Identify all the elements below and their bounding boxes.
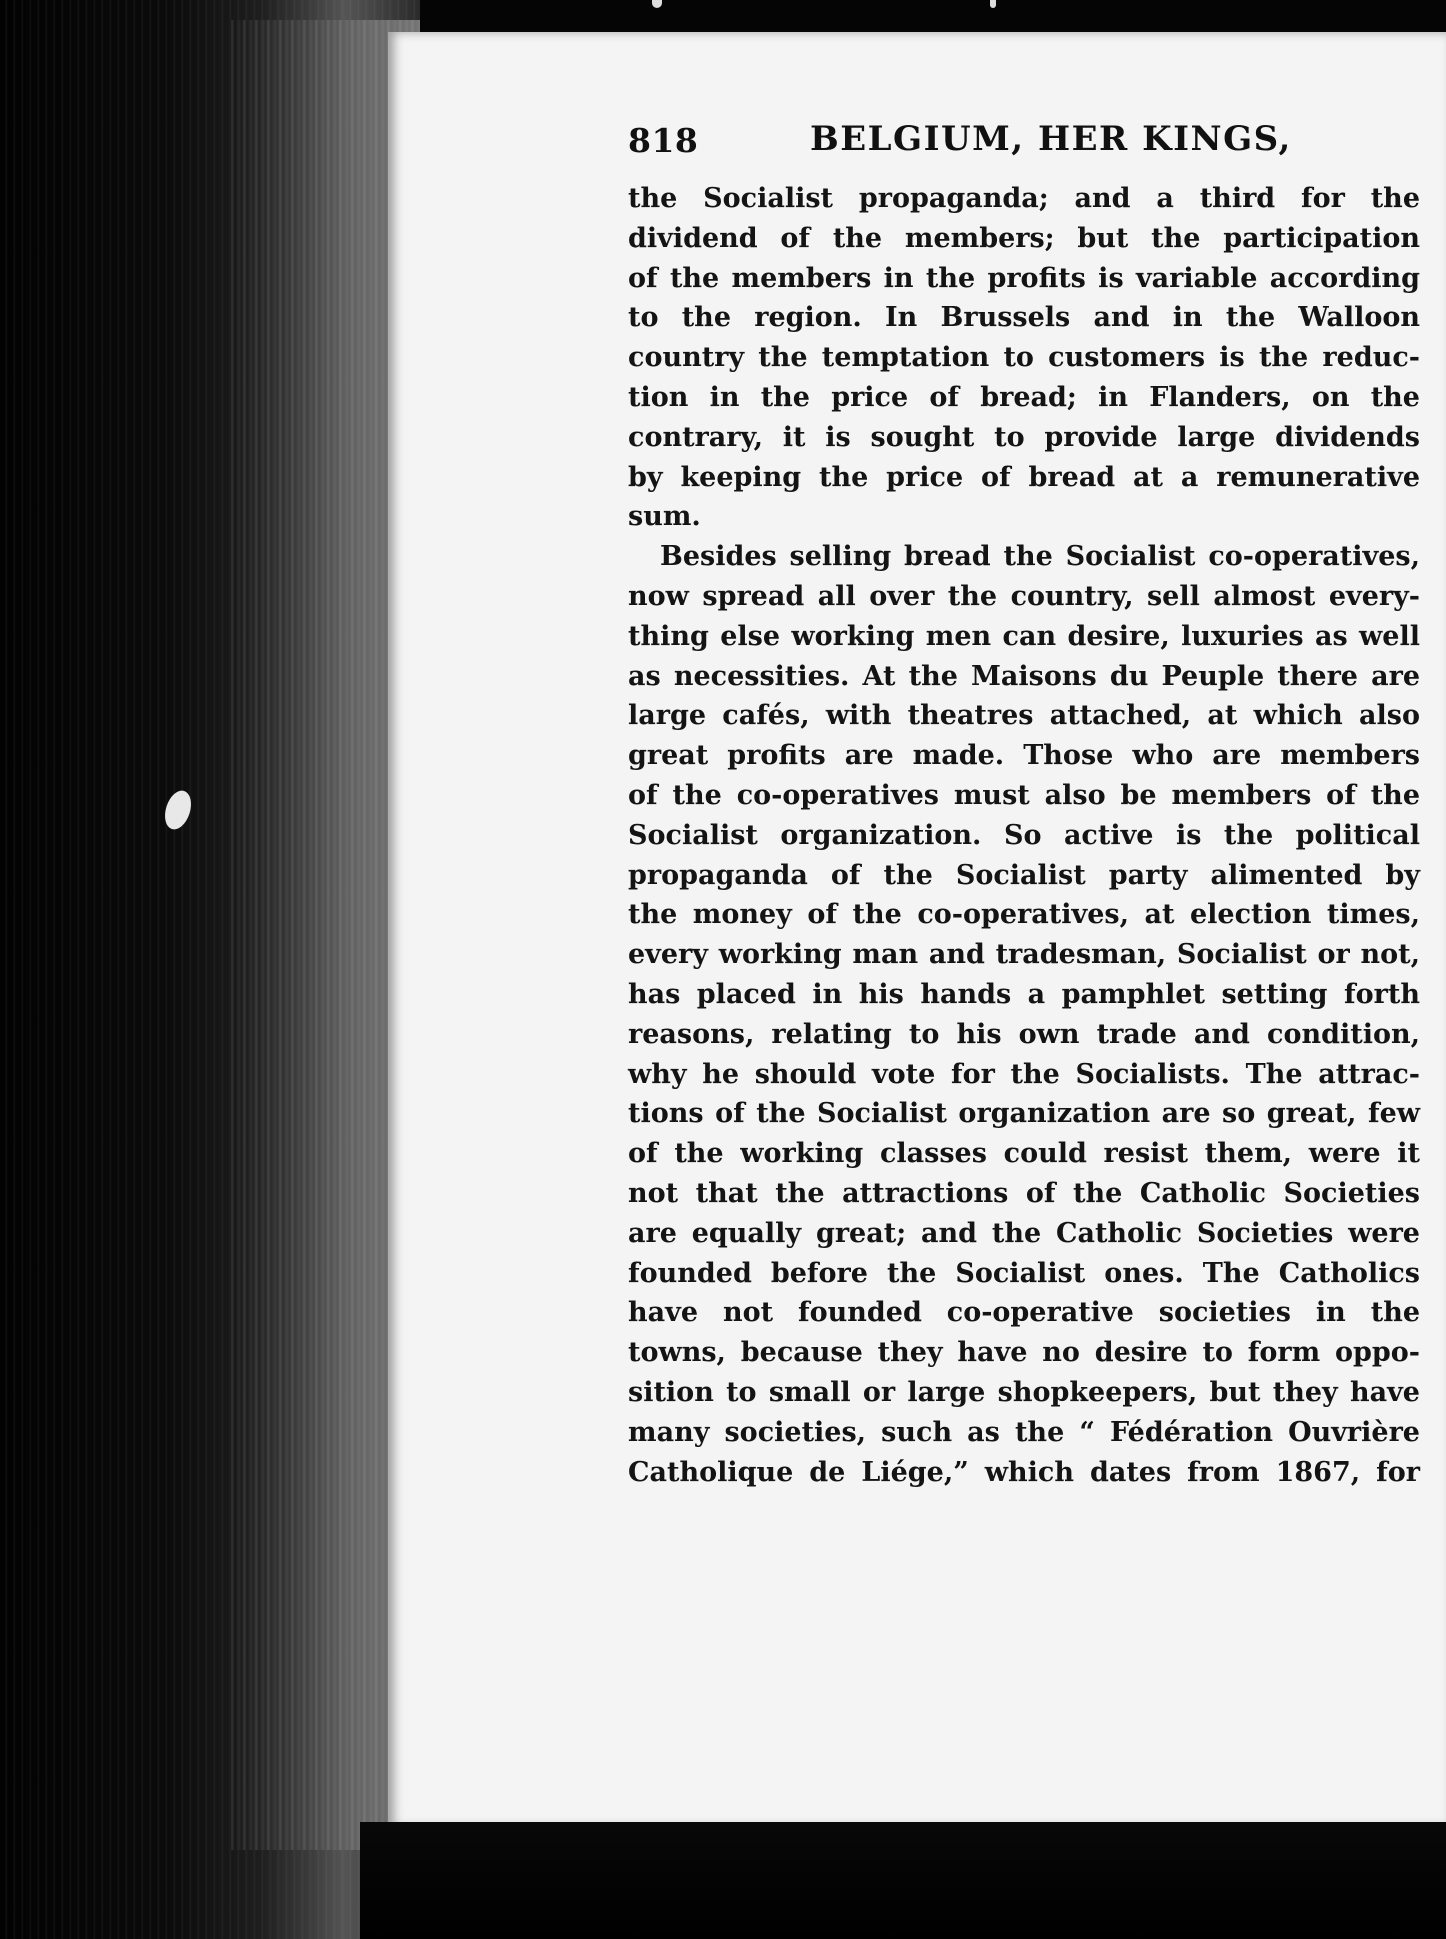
text-line: have not founded co-operative societies in the: [628, 1297, 1420, 1329]
text-line: contrary, it is sought to provide large dividends: [628, 421, 1420, 453]
text-line: tions of the Socialist organization are so great, few: [628, 1098, 1420, 1130]
text-line: of the working classes could resist them, were it: [628, 1138, 1420, 1170]
text-line: towns, because they have no desire to form oppo-: [628, 1337, 1420, 1369]
text-line: Besides selling bread the Socialist co-operatives,: [660, 541, 1420, 573]
paragraph: [628, 537, 1420, 1492]
text-line: country the temptation to customers is the reduc-: [628, 342, 1420, 374]
body-text: [628, 179, 1420, 1492]
printed-page: [388, 32, 1446, 1827]
page-bottom-shadow: [360, 1822, 1446, 1939]
scan-artifact-dot: [990, 0, 996, 8]
text-line: dividend of the members; but the participation: [628, 222, 1420, 254]
text-line: Socialist organization. So active is the political: [628, 819, 1420, 851]
text-line: founded before the Socialist ones. The Catholics: [628, 1257, 1420, 1289]
text-line: thing else working men can desire, luxuries as well: [628, 620, 1420, 652]
paragraph: [628, 179, 1420, 537]
text-line: to the region. In Brussels and in the Walloon: [628, 302, 1420, 334]
text-line: propaganda of the Socialist party alimented by: [628, 859, 1420, 891]
text-line: of the co-operatives must also be members of the: [628, 779, 1420, 811]
text-line: the money of the co-operatives, at election times,: [628, 899, 1420, 931]
text-line: are equally great; and the Catholic Societies were: [628, 1217, 1420, 1249]
scan-artifact-dot: [652, 0, 662, 8]
running-title: BELGIUM, HER KINGS,: [810, 119, 1292, 159]
text-line: Catholique de Liége,” which dates from 1867, for: [628, 1456, 1420, 1488]
text-line: now spread all over the country, sell almost every-: [628, 580, 1420, 612]
text-line: as necessities. At the Maisons du Peuple there are: [628, 660, 1420, 692]
page-number: 818: [628, 121, 699, 160]
text-line: large cafés, with theatres attached, at which also: [628, 700, 1420, 732]
text-line: reasons, relating to his own trade and condition,: [628, 1018, 1420, 1050]
text-line: many societies, such as the “ Fédération Ouvrière: [628, 1416, 1420, 1448]
text-line: of the members in the profits is variable according: [628, 262, 1420, 294]
running-head: [628, 117, 1292, 177]
text-line: has placed in his hands a pamphlet setting forth: [628, 978, 1420, 1010]
text-line: every working man and tradesman, Socialist or not,: [628, 939, 1420, 971]
text-line: sum.: [628, 501, 701, 533]
text-line: tion in the price of bread; in Flanders, on the: [628, 381, 1420, 413]
text-line: the Socialist propaganda; and a third for the: [628, 183, 1420, 214]
text-line: not that the attractions of the Catholic Societies: [628, 1177, 1420, 1209]
text-line: why he should vote for the Socialists. The attrac-: [628, 1058, 1420, 1090]
text-line: great profits are made. Those who are members: [628, 740, 1420, 772]
text-line: sition to small or large shopkeepers, but they have: [628, 1376, 1420, 1408]
text-line: by keeping the price of bread at a remunerative: [628, 461, 1420, 493]
